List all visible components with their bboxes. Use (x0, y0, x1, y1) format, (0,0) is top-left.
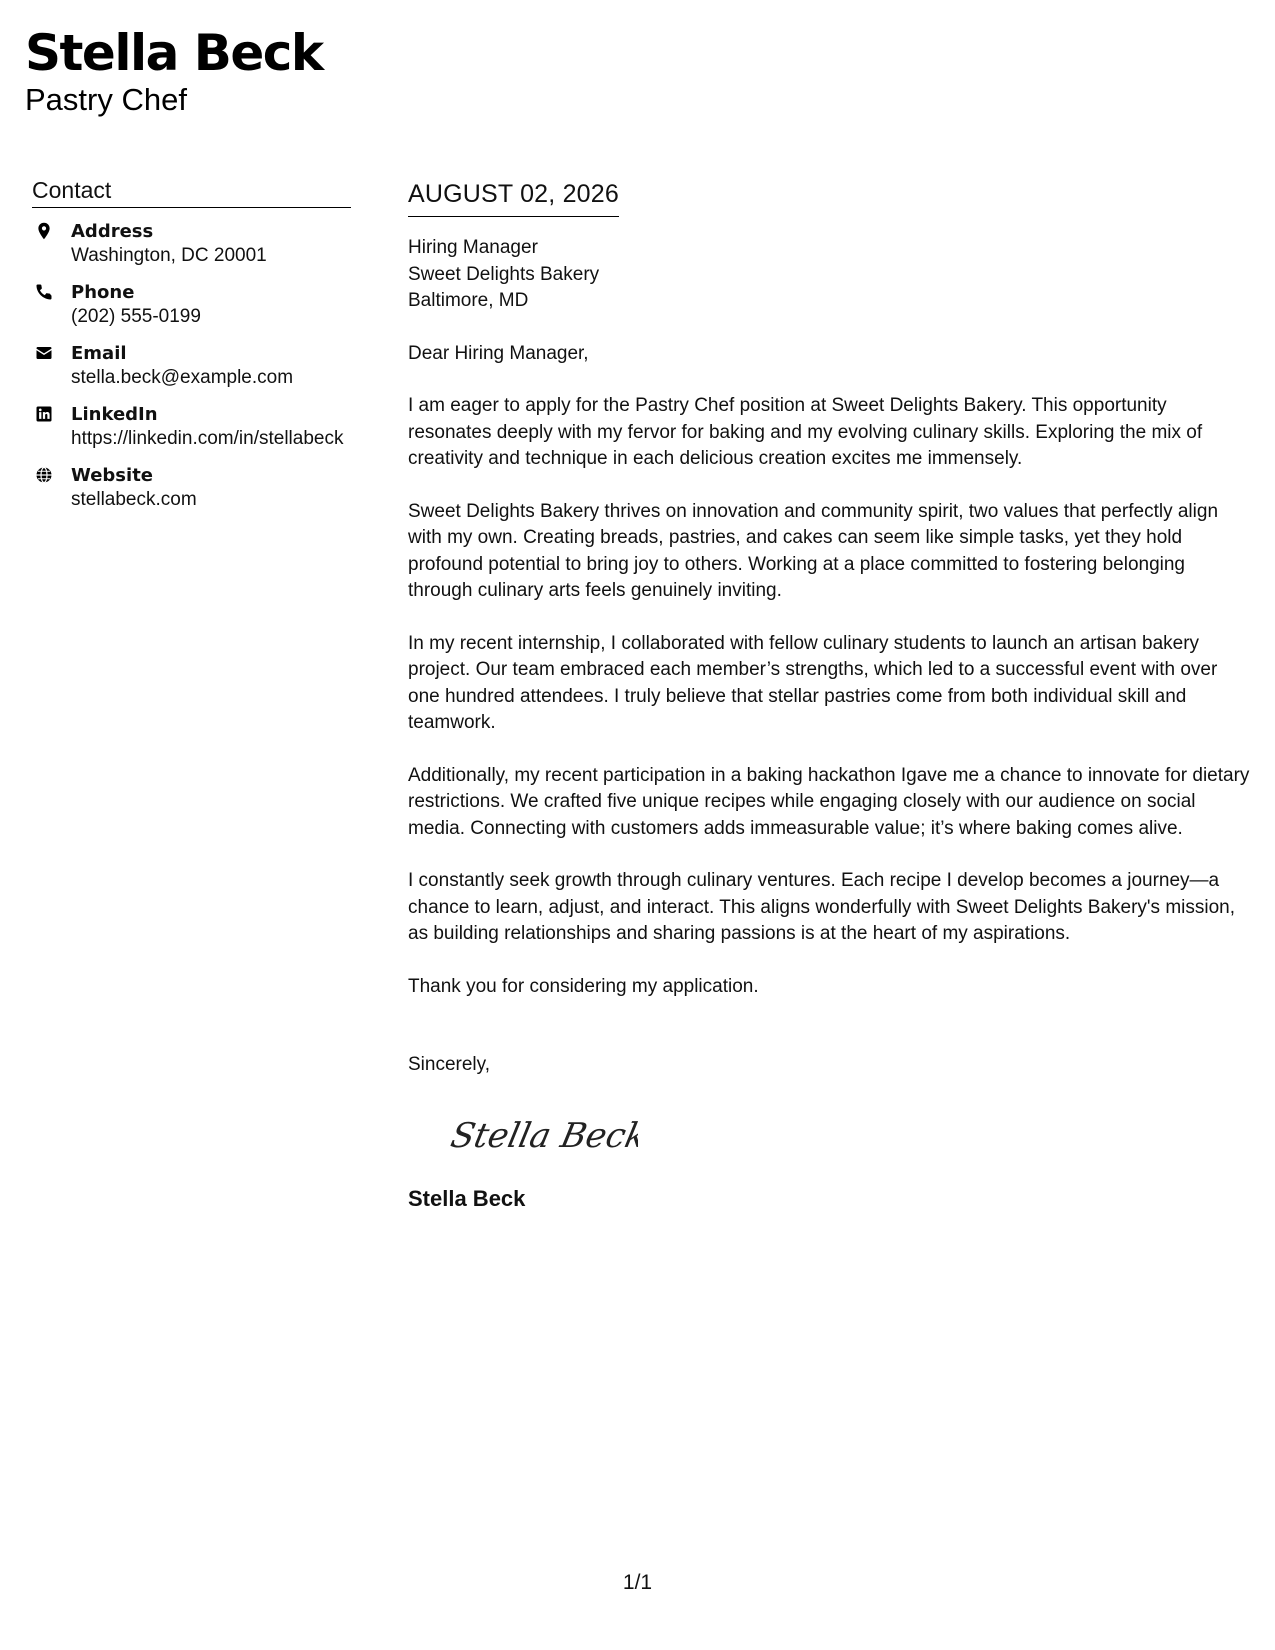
email-label: Email (71, 343, 127, 364)
letter-paragraph: Thank you for considering my application. (408, 975, 759, 997)
envelope-icon (35, 344, 53, 362)
signature-text: Stella Beck (448, 1115, 638, 1156)
phone-label: Phone (71, 282, 135, 303)
letter-date: AUGUST 02, 2026 (408, 178, 619, 217)
website-value[interactable]: stellabeck.com (71, 489, 197, 510)
salutation: Dear Hiring Manager, (408, 342, 589, 364)
recipient-name: Hiring Manager (408, 237, 538, 258)
letter-paragraph: Additionally, my recent participation in a baking hackathon Igave me a chance to innovate for dietary restrictions. We crafted five unique recipes while engaging closely with our audience on social media. Connecting with customers adds immeasurable value; it’s where baking comes alive. (408, 764, 1250, 839)
email-value: stella.beck@example.com (71, 367, 294, 388)
address-value: Washington, DC 20001 (71, 245, 267, 266)
signed-name: Stella Beck (408, 1186, 526, 1211)
handwritten-signature (448, 1105, 638, 1165)
phone-value: (202) 555-0199 (71, 306, 201, 327)
contact-item-address (32, 220, 351, 267)
contact-item-phone (32, 281, 351, 328)
contact-item-email (32, 342, 351, 389)
address-label: Address (71, 221, 154, 242)
contact-item-website (32, 464, 351, 511)
closing: Sincerely, (408, 1054, 491, 1075)
page-number: 1/1 (622, 1571, 653, 1594)
map-pin-icon (35, 222, 53, 240)
letter-paragraph: I constantly seek growth through culinary ventures. Each recipe I develop becomes a journey—a chance to learn, adjust, and interact. This aligns wonderfully with Sweet Delights Bakery's mission, as building relationships and sharing passions is at the heart of my aspirations. (408, 870, 1236, 944)
contact-sidebar (32, 176, 351, 525)
recipient-location: Baltimore, MD (408, 290, 529, 311)
recipient-block (408, 235, 1253, 315)
phone-icon (35, 283, 53, 301)
website-label: Website (71, 465, 154, 486)
letter-paragraph: In my recent internship, I collaborated with fellow culinary students to launch an artisan bakery project. Our team embraced each member’s strengths, which led to a successful event with over one hundred attendees. I truly believe that stellar pastries come from both individual skill and teamwork. (408, 632, 1218, 733)
contact-section-title: Contact (32, 176, 351, 208)
linkedin-icon (35, 405, 53, 423)
job-title: Pastry Chef (25, 82, 187, 117)
cover-letter-body (408, 178, 1253, 1213)
linkedin-label: LinkedIn (71, 404, 158, 425)
globe-icon (35, 466, 53, 484)
recipient-company: Sweet Delights Bakery (408, 263, 600, 285)
letter-paragraph: Sweet Delights Bakery thrives on innovation and community spirit, two values that perfectly align with my own. Creating breads, pastries, and cakes can seem like simple tasks, yet they hold profound potential to bring joy to others. Working at a place committed to fostering belonging through culinary arts feels genuinely inviting. (408, 500, 1219, 601)
contact-item-linkedin (32, 403, 351, 450)
linkedin-value[interactable]: https://linkedin.com/in/stellabeck (71, 428, 344, 449)
applicant-name: Stella Beck (25, 24, 323, 82)
letter-paragraph: I am eager to apply for the Pastry Chef position at Sweet Delights Bakery. This opportunity resonates deeply with my fervor for baking and my evolving culinary skills. Exploring the mix of creativity and technique in each delicious creation excites me immensely. (408, 395, 1203, 469)
document-header (25, 24, 323, 118)
